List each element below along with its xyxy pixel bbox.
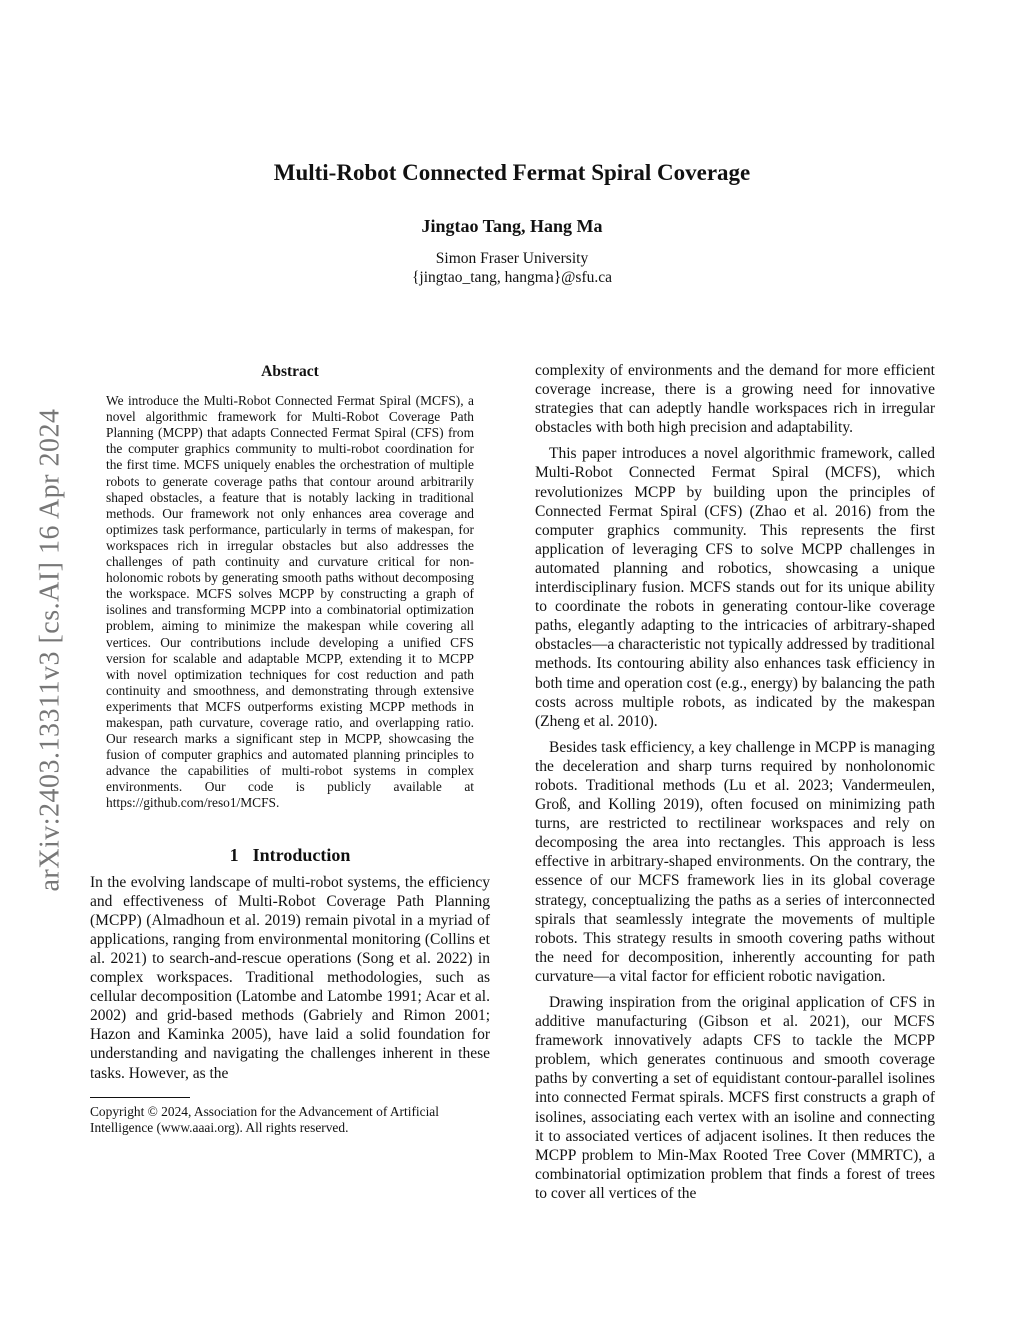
author-affiliation-block xyxy=(0,249,1024,287)
introduction-paragraph-1: In the evolving landscape of multi-robot systems, the efficiency and effectiveness of Multi-Robot Coverage Path Planning (MCPP) (Almadhoun et al. 2019) remain pivotal in a myriad of applications, ranging from environmental monitoring (Collins et al. 2021) to search-and-rescue operations (Song et al. 2022) in complex workspaces. Traditional methodologies, such as cellular decomposition (Latombe and Latombe 1991; Acar et al. 2002) and grid-based methods (Gabriely and Rimon 2001; Hazon and Kaminka 2005), have laid a solid foundation for understanding and navigating the challenges inherent in these tasks. However, as the xyxy=(90,873,490,1082)
arxiv-identifier-text: arXiv:2403.13311v3 [cs.AI] 16 Apr 2024 xyxy=(34,408,66,892)
author-email: {jingtao_tang, hangma}@sfu.ca xyxy=(411,269,613,286)
right-column xyxy=(535,361,935,1203)
paper-authors: Jingtao Tang, Hang Ma xyxy=(421,216,603,236)
section-heading-introduction xyxy=(90,846,490,865)
introduction-paragraph-3: Besides task efficiency, a key challenge in MCPP is managing the deceleration and sharp turns required by nonholonomic robots. Traditional methods (Lu et al. 2023; Vandermeulen, Groß, and Kolling 2019), often focused on minimizing path turns, are restricted to rectilinear workspaces and rely on decomposing the area into rectangles. This approach is less effective in arbitrary-shaped environments. On the contrary, the essence of our MCFS framework lies in its global coverage strategy, conceptualizing the paths as a series of interconnected spirals that seamlessly integrate the movements of multiple robots. This strategy results in smooth covering paths without the need for decomposition, inherently accounting for path curvature—a vital factor for efficient robotic navigation. xyxy=(535,738,935,985)
paper-title: Multi-Robot Connected Fermat Spiral Coverage xyxy=(273,160,751,185)
abstract-heading: Abstract xyxy=(261,363,319,380)
introduction-continuation: complexity of environments and the demand for more efficient coverage increase, there is a growing need for innovative strategies that can adeptly handle workspaces rich in irregular obstacles with both high precision and adaptability. xyxy=(535,362,935,437)
introduction-paragraph-2: This paper introduces a novel algorithmic framework, called Multi-Robot Connected Fermat Spiral (MCFS), which revolutionizes MCPP by building upon the principles of Connected Fermat Spiral (CFS) (Zhao et al. 2016) from the computer graphics community. This represents the first application of leveraging CFS to solve MCPP challenges in automated planning and robotics, showcasing a unique interdisciplinary fusion. MCFS stands out for its unique ability to coordinate the robots in generating contour-like coverage paths, elegantly adapting to the intricacies of arbitrary-shaped obstacles—a characteristic not typically addressed by traditional methods. Its contouring ability also enhances task efficiency in both time and operation cost (e.g., energy) by balancing the path costs across multiple robots, as indicated by the makespan (Zheng et al. 2010). xyxy=(535,445,935,730)
copyright-footnote: Copyright © 2024, Association for the Advancement of Artificial Intelligence (www.aaai.org). All rights reserved. xyxy=(90,1103,439,1135)
footnote-rule xyxy=(90,1097,190,1098)
section-title: Introduction xyxy=(252,844,351,865)
introduction-paragraph-4: Drawing inspiration from the original application of CFS in additive manufacturing (Gibson et al. 2021), our MCFS framework innovatively adapts CFS to tackle the MCPP problem, which generates continuous and smooth coverage paths by converting a set of equidistant contour-parallel isolines into connected Fermat spirals. MCFS first constructs a graph of isolines, associating each vertex with an isoline and connecting it to associated vertices of adjacent isolines. It then reduces the MCPP problem to Min-Max Rooted Tree Cover (MMRTC), a combinatorial optimization problem that finds a forest of trees to cover all vertices of the xyxy=(535,994,935,1202)
arxiv-identifier xyxy=(30,360,70,940)
section-number: 1 xyxy=(229,844,239,865)
left-column xyxy=(90,362,490,1136)
affiliation: Simon Fraser University xyxy=(435,250,589,267)
abstract-text: We introduce the Multi-Robot Connected Fermat Spiral (MCFS), a novel algorithmic framework for Multi-Robot Coverage Path Planning (MCPP) that adapts Connected Fermat Spiral (CFS) from the computer graphics community to multi-robot coordination for the first time. MCFS uniquely enables the orchestration of multiple robots to generate coverage paths that contour around arbitrarily shaped obstacles, a feature that is notably lacking in traditional methods. Our framework not only enhances area coverage and optimizes task performance, particularly in terms of makespan, for workspaces rich in irregular obstacles but also addresses the challenges of path continuity and curvature critical for non-holonomic robots by generating smooth paths without decomposing the workspace. MCFS solves MCPP by constructing a graph of isolines and transforming MCPP into a combinatorial optimization problem, aiming to minimize the makespan while covering all vertices. Our contributions include developing a unified CFS version for scalable and adaptable MCPP, extending it to MCPP with novel optimization techniques for cost reduction and path continuity and smoothness, and demonstrating through extensive experiments that MCFS outperforms existing MCPP methods in makespan, path curvature, coverage ratio, and overlapping ratio. Our research marks a significant step in MCPP, showcasing the fusion of computer graphics and automated planning principles to advance the capabilities of multi-robot systems in complex environments. Our code is publicly available at https://github.com/reso1/MCFS. xyxy=(106,393,474,811)
